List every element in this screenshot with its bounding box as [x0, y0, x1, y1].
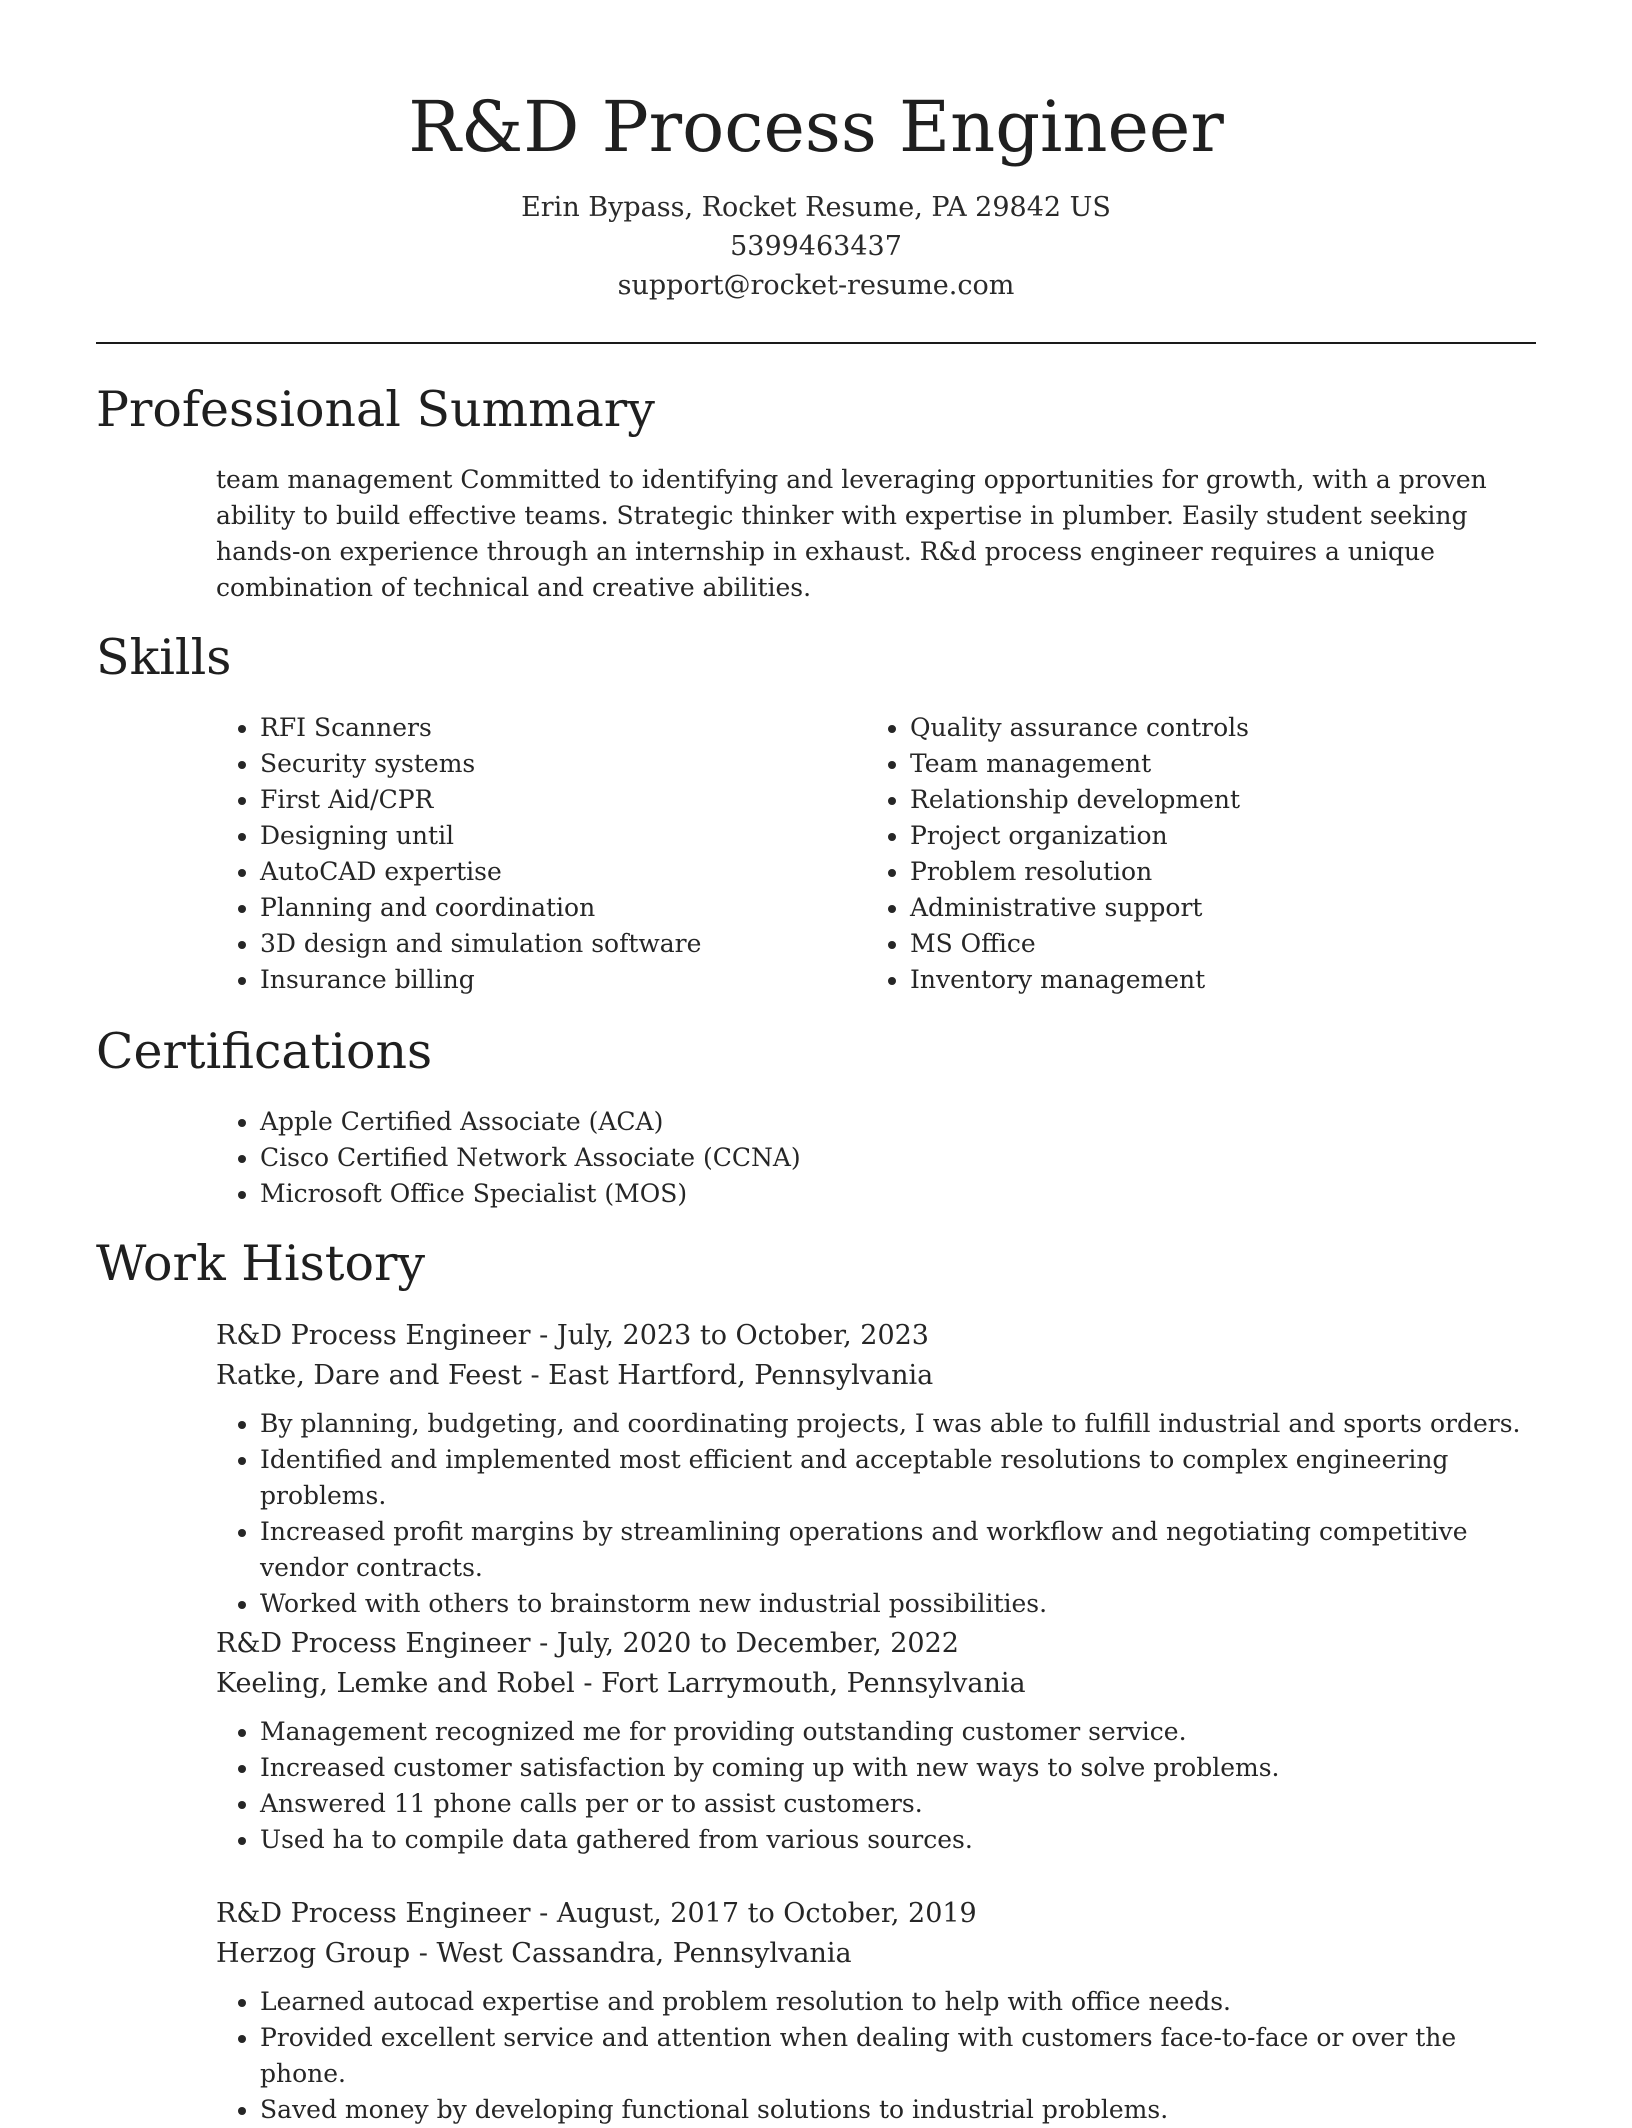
job-entry — [216, 1894, 1536, 2128]
skill-item: • RFI Scanners — [260, 710, 866, 746]
job-bullet: • Increased profit margins by streamlining operations and workflow and negotiating competitive vendor contracts. — [260, 1514, 1536, 1586]
certification-item: • Microsoft Office Specialist (MOS) — [260, 1176, 1536, 1212]
skills-column-right — [866, 710, 1516, 998]
skill-item: • Team management — [910, 746, 1516, 782]
job-bullet: • Used ha to compile data gathered from various sources. — [260, 1822, 1536, 1858]
skill-item: • Inventory management — [910, 962, 1516, 998]
skill-item: • Quality assurance controls — [910, 710, 1516, 746]
skill-item: • 3D design and simulation software — [260, 926, 866, 962]
skill-item: • Administrative support — [910, 890, 1516, 926]
certification-item: • Cisco Certified Network Associate (CCNA) — [260, 1140, 1536, 1176]
contact-block — [0, 188, 1632, 305]
job-title: R&D Process Engineer - July, 2023 to October, 2023 — [216, 1320, 929, 1351]
resume-title: R&D Process Engineer — [408, 86, 1224, 168]
job-company: Keeling, Lemke and Robel - Fort Larrymouth, Pennsylvania — [216, 1668, 1026, 1699]
skill-item: • MS Office — [910, 926, 1516, 962]
header-divider — [96, 342, 1536, 344]
resume-header — [0, 0, 1632, 305]
skill-item: • Project organization — [910, 818, 1516, 854]
job-company: Ratke, Dare and Feest - East Hartford, Pennsylvania — [216, 1360, 934, 1391]
job-bullet: • Worked with others to brainstorm new industrial possibilities. — [260, 1586, 1536, 1622]
job-bullet: • Increased customer satisfaction by coming up with new ways to solve problems. — [260, 1750, 1536, 1786]
skill-item: • Designing until — [260, 818, 866, 854]
skill-item: • Planning and coordination — [260, 890, 866, 926]
job-bullet: • Management recognized me for providing outstanding customer service. — [260, 1714, 1536, 1750]
certifications-list — [216, 1104, 1536, 1212]
skill-item: • Insurance billing — [260, 962, 866, 998]
skill-item: • AutoCAD expertise — [260, 854, 866, 890]
contact-email: support@rocket-resume.com — [617, 270, 1015, 301]
job-bullet: • By planning, budgeting, and coordinating projects, I was able to fulfill industrial and sports orders. — [260, 1406, 1536, 1442]
skills-heading: Skills — [96, 629, 232, 686]
certifications-heading: Certifications — [96, 1023, 433, 1080]
job-bullet: • Answered 11 phone calls per or to assist customers. — [260, 1786, 1536, 1822]
contact-phone: 5399463437 — [730, 231, 902, 262]
skill-item: • Problem resolution — [910, 854, 1516, 890]
job-bullet: • Identified and implemented most efficient and acceptable resolutions to complex engineering problems. — [260, 1442, 1536, 1514]
job-bullet: • Learned autocad expertise and problem resolution to help with office needs. — [260, 1984, 1536, 2020]
job-bullet: • Saved money by developing functional solutions to industrial problems. — [260, 2092, 1536, 2128]
job-title: R&D Process Engineer - July, 2020 to December, 2022 — [216, 1628, 959, 1659]
job-company: Herzog Group - West Cassandra, Pennsylvania — [216, 1938, 852, 1969]
skill-item: • Relationship development — [910, 782, 1516, 818]
job-entry — [216, 1316, 1536, 1622]
job-entry — [216, 1624, 1536, 1858]
skill-item: • Security systems — [260, 746, 866, 782]
job-bullet: • Provided excellent service and attention when dealing with customers face-to-face or over the phone. — [260, 2020, 1536, 2092]
work-history-heading: Work History — [96, 1235, 426, 1292]
summary-heading: Professional Summary — [96, 381, 655, 438]
skills-column-left — [216, 710, 866, 998]
summary-text: team management Committed to identifying and leveraging opportunities for growth, with a proven ability to build effective teams. Strategic thinker with expertise in plumber. Easily student seeking hands-on experience through an internship in exhaust. R&d process engineer requires a unique combination of technical and creative abilities. — [216, 465, 1487, 602]
skill-item: • First Aid/CPR — [260, 782, 866, 818]
job-title: R&D Process Engineer - August, 2017 to October, 2019 — [216, 1898, 977, 1929]
skills-columns — [216, 710, 1536, 998]
certification-item: • Apple Certified Associate (ACA) — [260, 1104, 1536, 1140]
contact-address: Erin Bypass, Rocket Resume, PA 29842 US — [521, 192, 1111, 223]
